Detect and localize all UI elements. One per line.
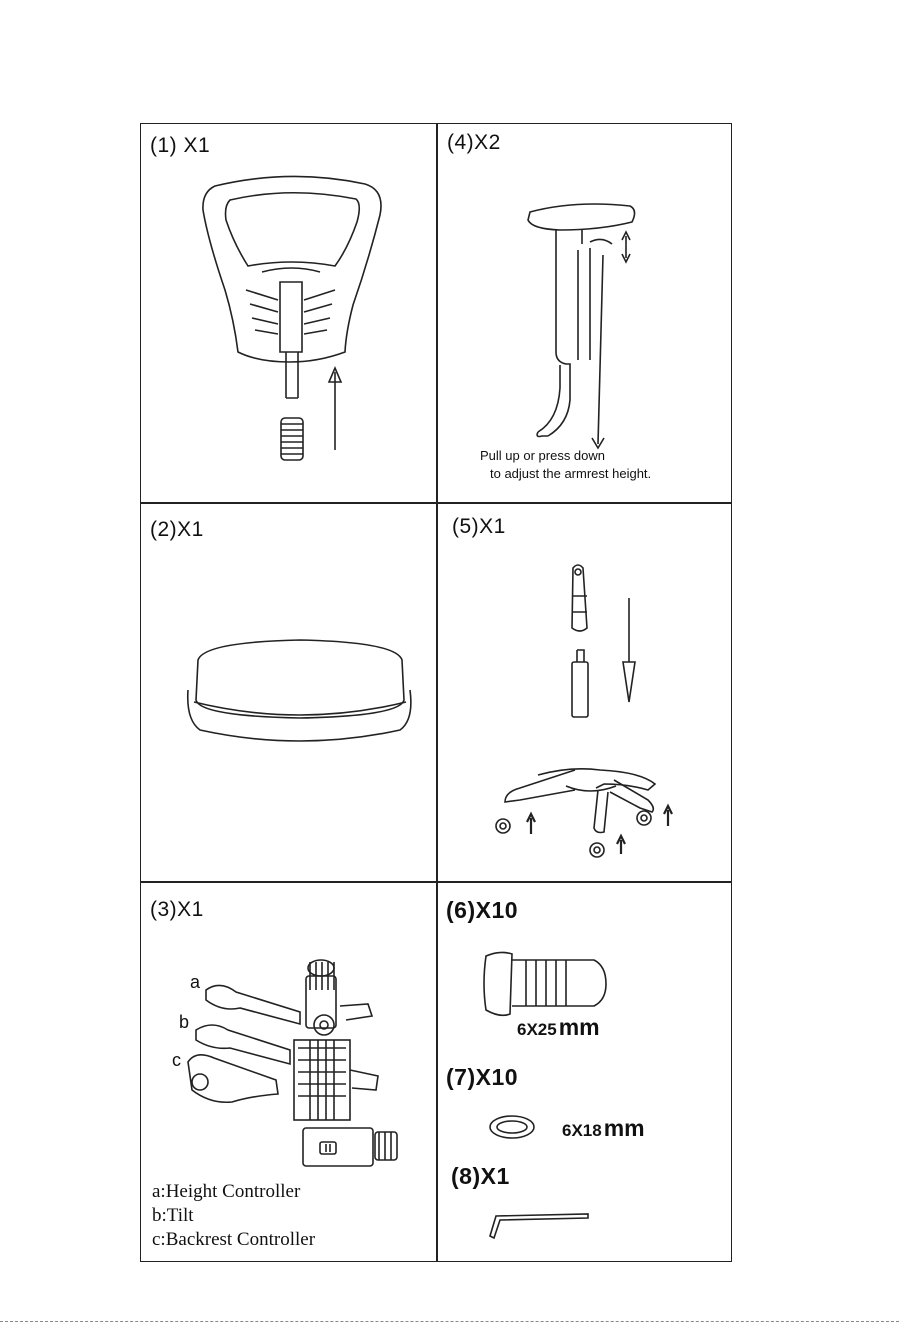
legend-tilt: b:Tilt bbox=[152, 1205, 194, 1226]
part-3-label: (3)X1 bbox=[150, 898, 204, 921]
mechanism-legend bbox=[152, 1180, 315, 1252]
part-2-label: (2)X1 bbox=[150, 518, 204, 541]
armrest-note-line2: to adjust the armrest height. bbox=[490, 466, 652, 481]
part-7-label: (7)X10 bbox=[446, 1064, 519, 1090]
armrest-note-line1: Pull up or press down bbox=[480, 448, 606, 463]
part-1-label: (1) X1 bbox=[150, 134, 211, 157]
part-6-label: (6)X10 bbox=[446, 897, 519, 923]
legend-backrest-controller: c:Backrest Controller bbox=[152, 1229, 316, 1250]
part-4-label: (4)X2 bbox=[447, 131, 501, 154]
bolt-size bbox=[517, 1014, 600, 1041]
legend-height-controller: a:Height Controller bbox=[152, 1181, 301, 1202]
armrest-note bbox=[480, 447, 651, 483]
mechanism-letter-c: c bbox=[172, 1050, 182, 1070]
grid-divider-vertical bbox=[436, 123, 438, 1262]
mechanism-letter-a: a bbox=[190, 972, 201, 992]
grid-divider-row2 bbox=[140, 881, 732, 883]
washer-size bbox=[562, 1115, 645, 1142]
washer-size-value: 6X18 bbox=[562, 1121, 602, 1140]
bolt-size-value: 6X25 bbox=[517, 1020, 557, 1039]
mechanism-letter-b: b bbox=[179, 1012, 190, 1032]
grid-divider-row1 bbox=[140, 502, 732, 504]
part-5-label: (5)X1 bbox=[452, 515, 506, 538]
washer-size-unit: mm bbox=[603, 1115, 645, 1141]
part-8-label: (8)X1 bbox=[451, 1163, 510, 1189]
bolt-size-unit: mm bbox=[558, 1014, 600, 1040]
page-bottom-edge bbox=[0, 1321, 899, 1322]
